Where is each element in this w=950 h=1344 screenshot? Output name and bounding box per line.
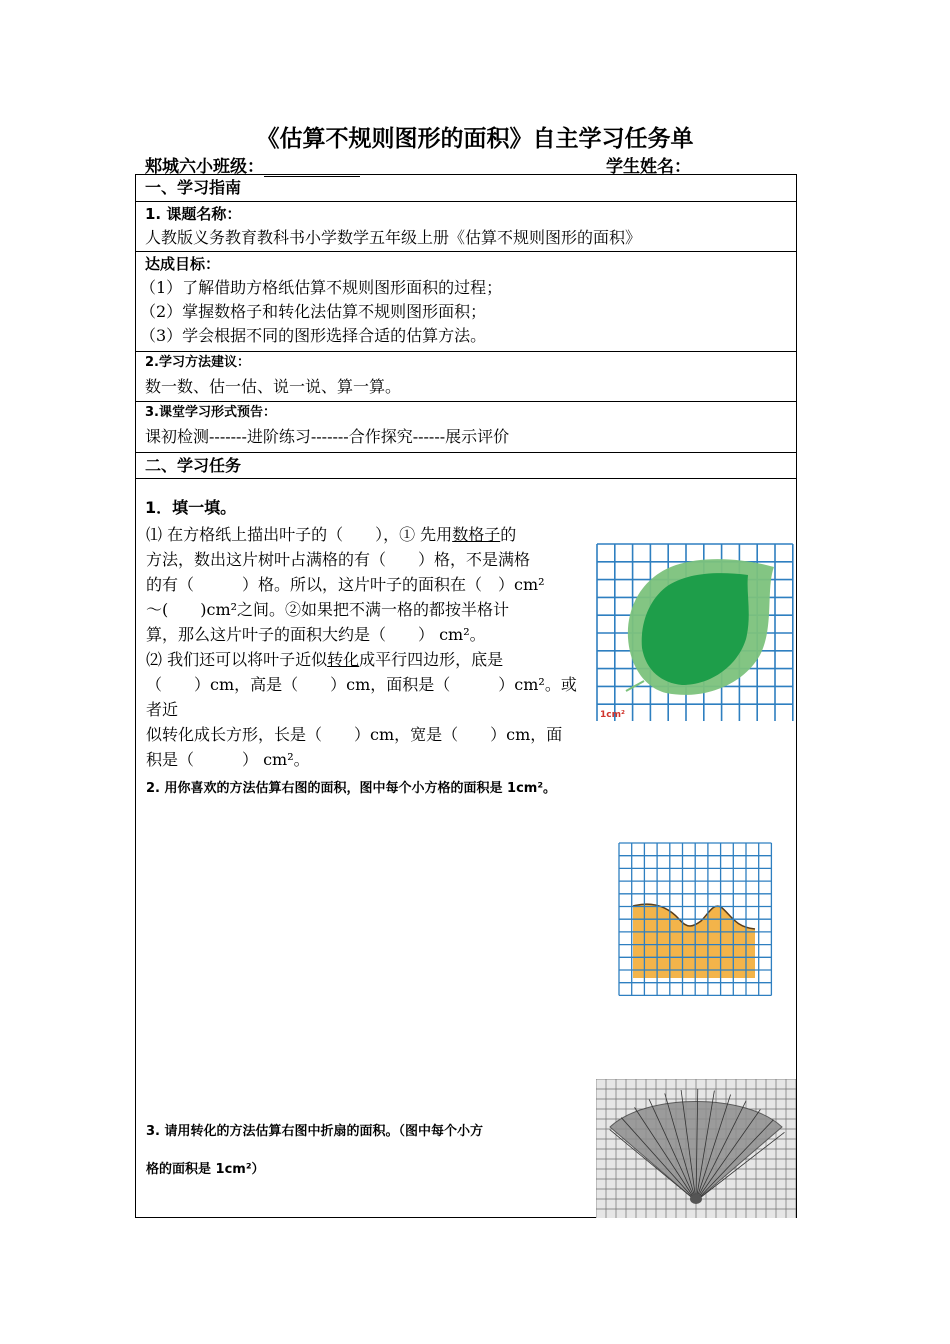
q1-line: ⑵ 我们还可以将叶子近似 [146,650,328,669]
orange-area-figure [617,841,773,997]
q3-text [146,1113,586,1189]
goals-label: 达成目标： [145,255,221,273]
form-text: 课初检测-------进阶练习-------合作探究------展示评价 [145,427,510,446]
method-row [136,352,796,402]
page-title: 《估算不规则图形的面积》自主学习任务单 [256,126,694,152]
q1-line: ～( )cm²之间。②如果把不满一格的都按半格计 [146,600,510,619]
q1-line: 成平行四边形，底是 [359,650,504,669]
leaf-unit-label: 1cm² [600,710,625,720]
q2-text: 2. 用你喜欢的方法估算右图的面积，图中每个小方格的面积是 1cm²。 [146,781,557,796]
goal-item: （3）学会根据不同的图形选择合适的估算方法。 [140,326,487,345]
q1-text [146,522,582,772]
q1-line: 算，那么这片叶子的面积大约是（ ） cm²。 [146,625,486,644]
q1-heading: 1．填一填。 [145,498,237,517]
q1-line: ⑴ 在方格纸上描出叶子的（ ），① 先用 [146,525,453,544]
fan-figure [596,1079,796,1218]
leaf-grid-figure [596,543,796,721]
q1-line: 的有（ ）格。所以，这片叶子的面积在（ ）cm² [146,575,545,594]
form-row [136,402,796,453]
topic-text: 人教版义务教育教科书小学数学五年级上册《估算不规则图形的面积》 [145,228,642,247]
fan-pivot [690,1194,702,1204]
section2-row [136,453,796,479]
q1-line: 的 [500,525,517,544]
class-label: 郏城六小班级： [145,157,264,177]
q1-line: 积是（ ） cm²。 [146,750,310,769]
topic-row [136,202,796,252]
section1-heading: 一、学习指南 [145,178,242,197]
goals-row [136,252,796,352]
student-name-label: 学生姓名： [606,157,691,177]
method-label: 2.学习方法建议： [145,355,250,370]
q3-line: 3. 请用转化的方法估算右图中折扇的面积。（图中每个小方 [146,1124,484,1139]
section2-heading: 二、学习任务 [145,456,242,475]
q3-line: 格的面积是 1cm²） [146,1162,265,1177]
q1-line: 方法，数出这片树叶占满格的有（ ）格，不是满格 [146,550,531,569]
method-text: 数一数、估一估、说一说、算一算。 [145,377,402,396]
task-table [135,174,797,1218]
q1-underline: 数格子 [452,525,501,544]
form-label: 3.课堂学习形式预告： [145,405,276,420]
q1-line: 似转化成长方形，长是（ ）cm，宽是（ ）cm，面 [146,725,563,744]
q1-line: （ ）cm，高是（ ）cm，面积是（ ）cm²。或者近 [146,675,577,719]
orange-shape [633,904,755,978]
q1-underline: 转化 [327,650,360,669]
section1-row [136,175,796,202]
goal-item: （1）了解借助方格纸估算不规则图形面积的过程； [140,278,503,297]
topic-label: 1. 课题名称： [145,205,242,223]
goal-item: （2）掌握数格子和转化法估算不规则图形面积； [140,302,487,321]
